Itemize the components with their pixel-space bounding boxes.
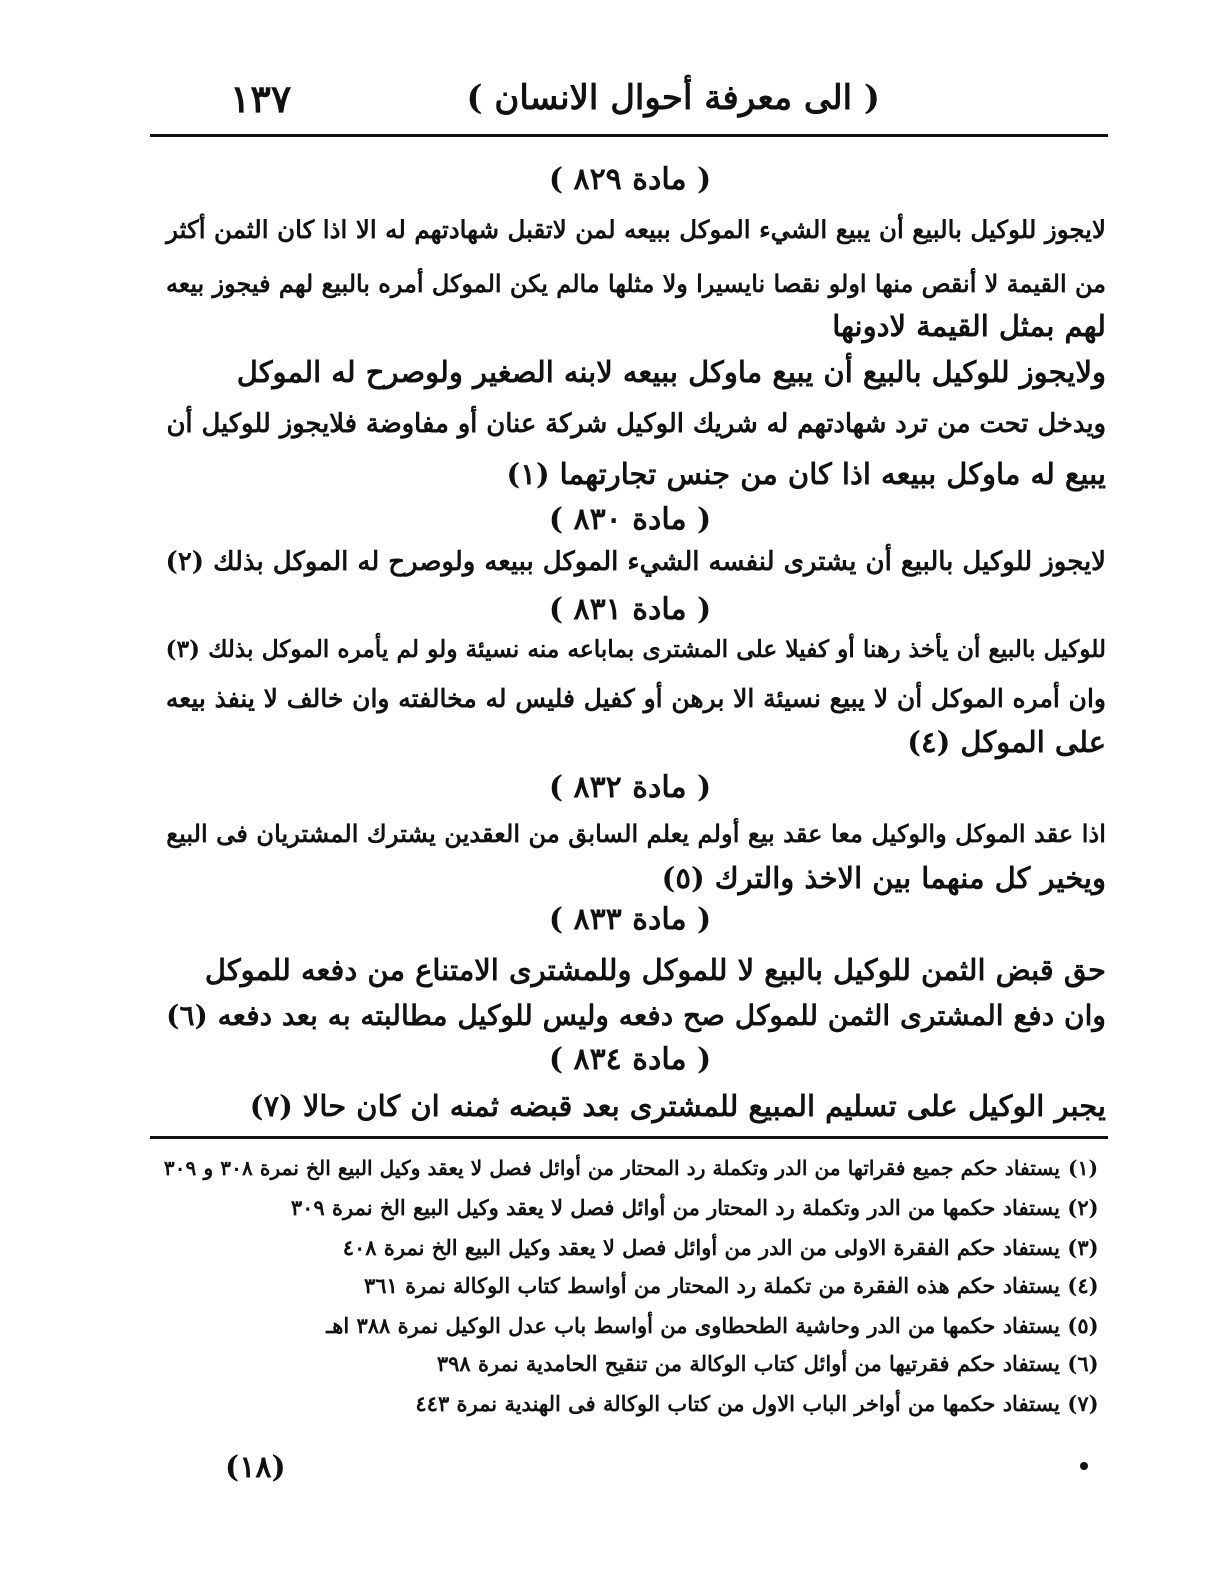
ink-dot <box>1080 1462 1088 1470</box>
footnote-rule <box>150 1136 1108 1139</box>
article-heading-830: ( مادة ٨٣٠ ) <box>548 502 712 537</box>
article-line: اذا عقد الموكل والوكيل معا عقد بيع أولم يعلم السابق من العقدين يشترك المشتريان فى البيع <box>166 819 1106 848</box>
page-number: ١٣٧ <box>230 76 292 121</box>
header-rule <box>150 134 1108 137</box>
footnote <box>146 1386 1106 1422</box>
article-heading-831: ( مادة ٨٣١ ) <box>548 592 712 627</box>
footnote-number: (٧) <box>1067 1391 1099 1416</box>
article-heading-834: ( مادة ٨٣٤ ) <box>548 1042 712 1077</box>
article-line: ويدخل تحت من ترد شهادتهم له شريك الوكيل شركة عنان أو مفاوضة فلايجوز للوكيل أن <box>166 409 1106 439</box>
article-line: لهم بمثل القيمة لادونها <box>832 309 1106 343</box>
article-line: ويخير كل منهما بين الاخذ والترك (٥) <box>661 861 1106 895</box>
article-line: يجبر الوكيل على تسليم المبيع للمشترى بعد قبضه ثمنه ان كان حالا (٧) <box>249 1089 1106 1123</box>
footnote-text: يستفاد حكم فقرتيها من أوائل كتاب الوكالة من تنقيح الحامدية نمرة ٣٩٨ <box>436 1351 1060 1376</box>
running-title: ( الى معرفة أحوال الانسان ) <box>466 78 880 118</box>
footnote <box>146 1150 1106 1186</box>
article-heading-832: ( مادة ٨٣٢ ) <box>548 770 712 805</box>
article-line: للوكيل بالبيع أن يأخذ رهنا أو كفيلا على المشترى بماباعه منه نسيئة ولو لم يأمره الموكل بذلك (٣) <box>165 636 1106 663</box>
footnote-number: (٢) <box>1067 1195 1099 1220</box>
footnote <box>146 1190 1106 1226</box>
footnote-text: يستفاد حكمها من الدر وتكملة رد المحتار من أوائل فصل لا يعقد وكيل البيع الخ نمرة ٣٠٩ <box>290 1195 1060 1220</box>
article-line: من القيمة لا أنقص منها اولو نقصا نايسيرا ولا مثلها مالم يكن الموكل أمره بالبيع لهم فيجوز بيعه <box>165 270 1106 298</box>
page-header <box>150 70 1110 132</box>
footnote <box>146 1230 1106 1266</box>
article-heading-829: ( مادة ٨٢٩ ) <box>548 162 712 197</box>
signature-mark: (١٨) <box>225 1450 286 1485</box>
footnote-number: (٤) <box>1067 1273 1099 1298</box>
footnote-text: يستفاد حكم هذه الفقرة من تكملة رد المحتار من أواسط كتاب الوكالة نمرة ٣٦١ <box>363 1273 1060 1298</box>
footnote-number: (٦) <box>1067 1351 1099 1376</box>
footnote <box>146 1346 1106 1382</box>
article-line: على الموكل (٤) <box>907 725 1106 759</box>
footnote <box>146 1308 1106 1344</box>
article-line: يبيع له ماوكل ببيعه اذا كان من جنس تجارتهما (١) <box>506 457 1106 491</box>
article-line: ولايجوز للوكيل بالبيع أن يبيع ماوكل ببيعه لابنه الصغير ولوصرح له الموكل <box>236 355 1106 389</box>
footnote <box>146 1268 1106 1304</box>
footnote-text: يستفاد حكمها من الدر وحاشية الطحطاوى من أواسط باب عدل الوكيل نمرة ٣٨٨ اهـ <box>326 1313 1060 1338</box>
footnote-text: يستفاد حكم الفقرة الاولى من الدر من أوائل فصل لا يعقد وكيل البيع الخ نمرة ٤٠٨ <box>342 1235 1060 1260</box>
article-heading-833: ( مادة ٨٣٣ ) <box>548 902 712 937</box>
footnote-text: يستفاد حكم جميع فقراتها من الدر وتكملة رد المحتار من أوائل فصل لا يعقد وكيل البيع الخ نمرة ٣٠٨ و ٣٠٩ <box>163 1156 1060 1180</box>
article-line: وان دفع المشترى الثمن للموكل صح دفعه وليس للوكيل مطالبته به بعد دفعه (٦) <box>166 999 1106 1032</box>
footnote-text: يستفاد حكمها من أواخر الباب الاول من كتاب الوكالة فى الهندية نمرة ٤٤٣ <box>415 1391 1060 1416</box>
article-line: حق قبض الثمن للوكيل بالبيع لا للموكل وللمشترى الامتناع من دفعه للموكل <box>204 953 1106 987</box>
footnote-number: (١) <box>1067 1156 1099 1180</box>
article-line: وان أمره الموكل أن لا يبيع نسيئة الا برهن أو كفيل فليس له مخالفته وان خالف لا ينفذ بيعه <box>165 683 1106 713</box>
footnote-number: (٣) <box>1067 1235 1099 1260</box>
footnote-number: (٥) <box>1067 1313 1099 1338</box>
article-line: لايجوز للوكيل بالبيع أن يشترى لنفسه الشيء الموكل ببيعه ولوصرح له الموكل بذلك (٢) <box>165 547 1106 577</box>
article-line: لايجوز للوكيل بالبيع أن يبيع الشيء الموكل ببيعه لمن لاتقبل شهادتهم له الا اذا كان الثمن أكثر <box>166 215 1106 244</box>
